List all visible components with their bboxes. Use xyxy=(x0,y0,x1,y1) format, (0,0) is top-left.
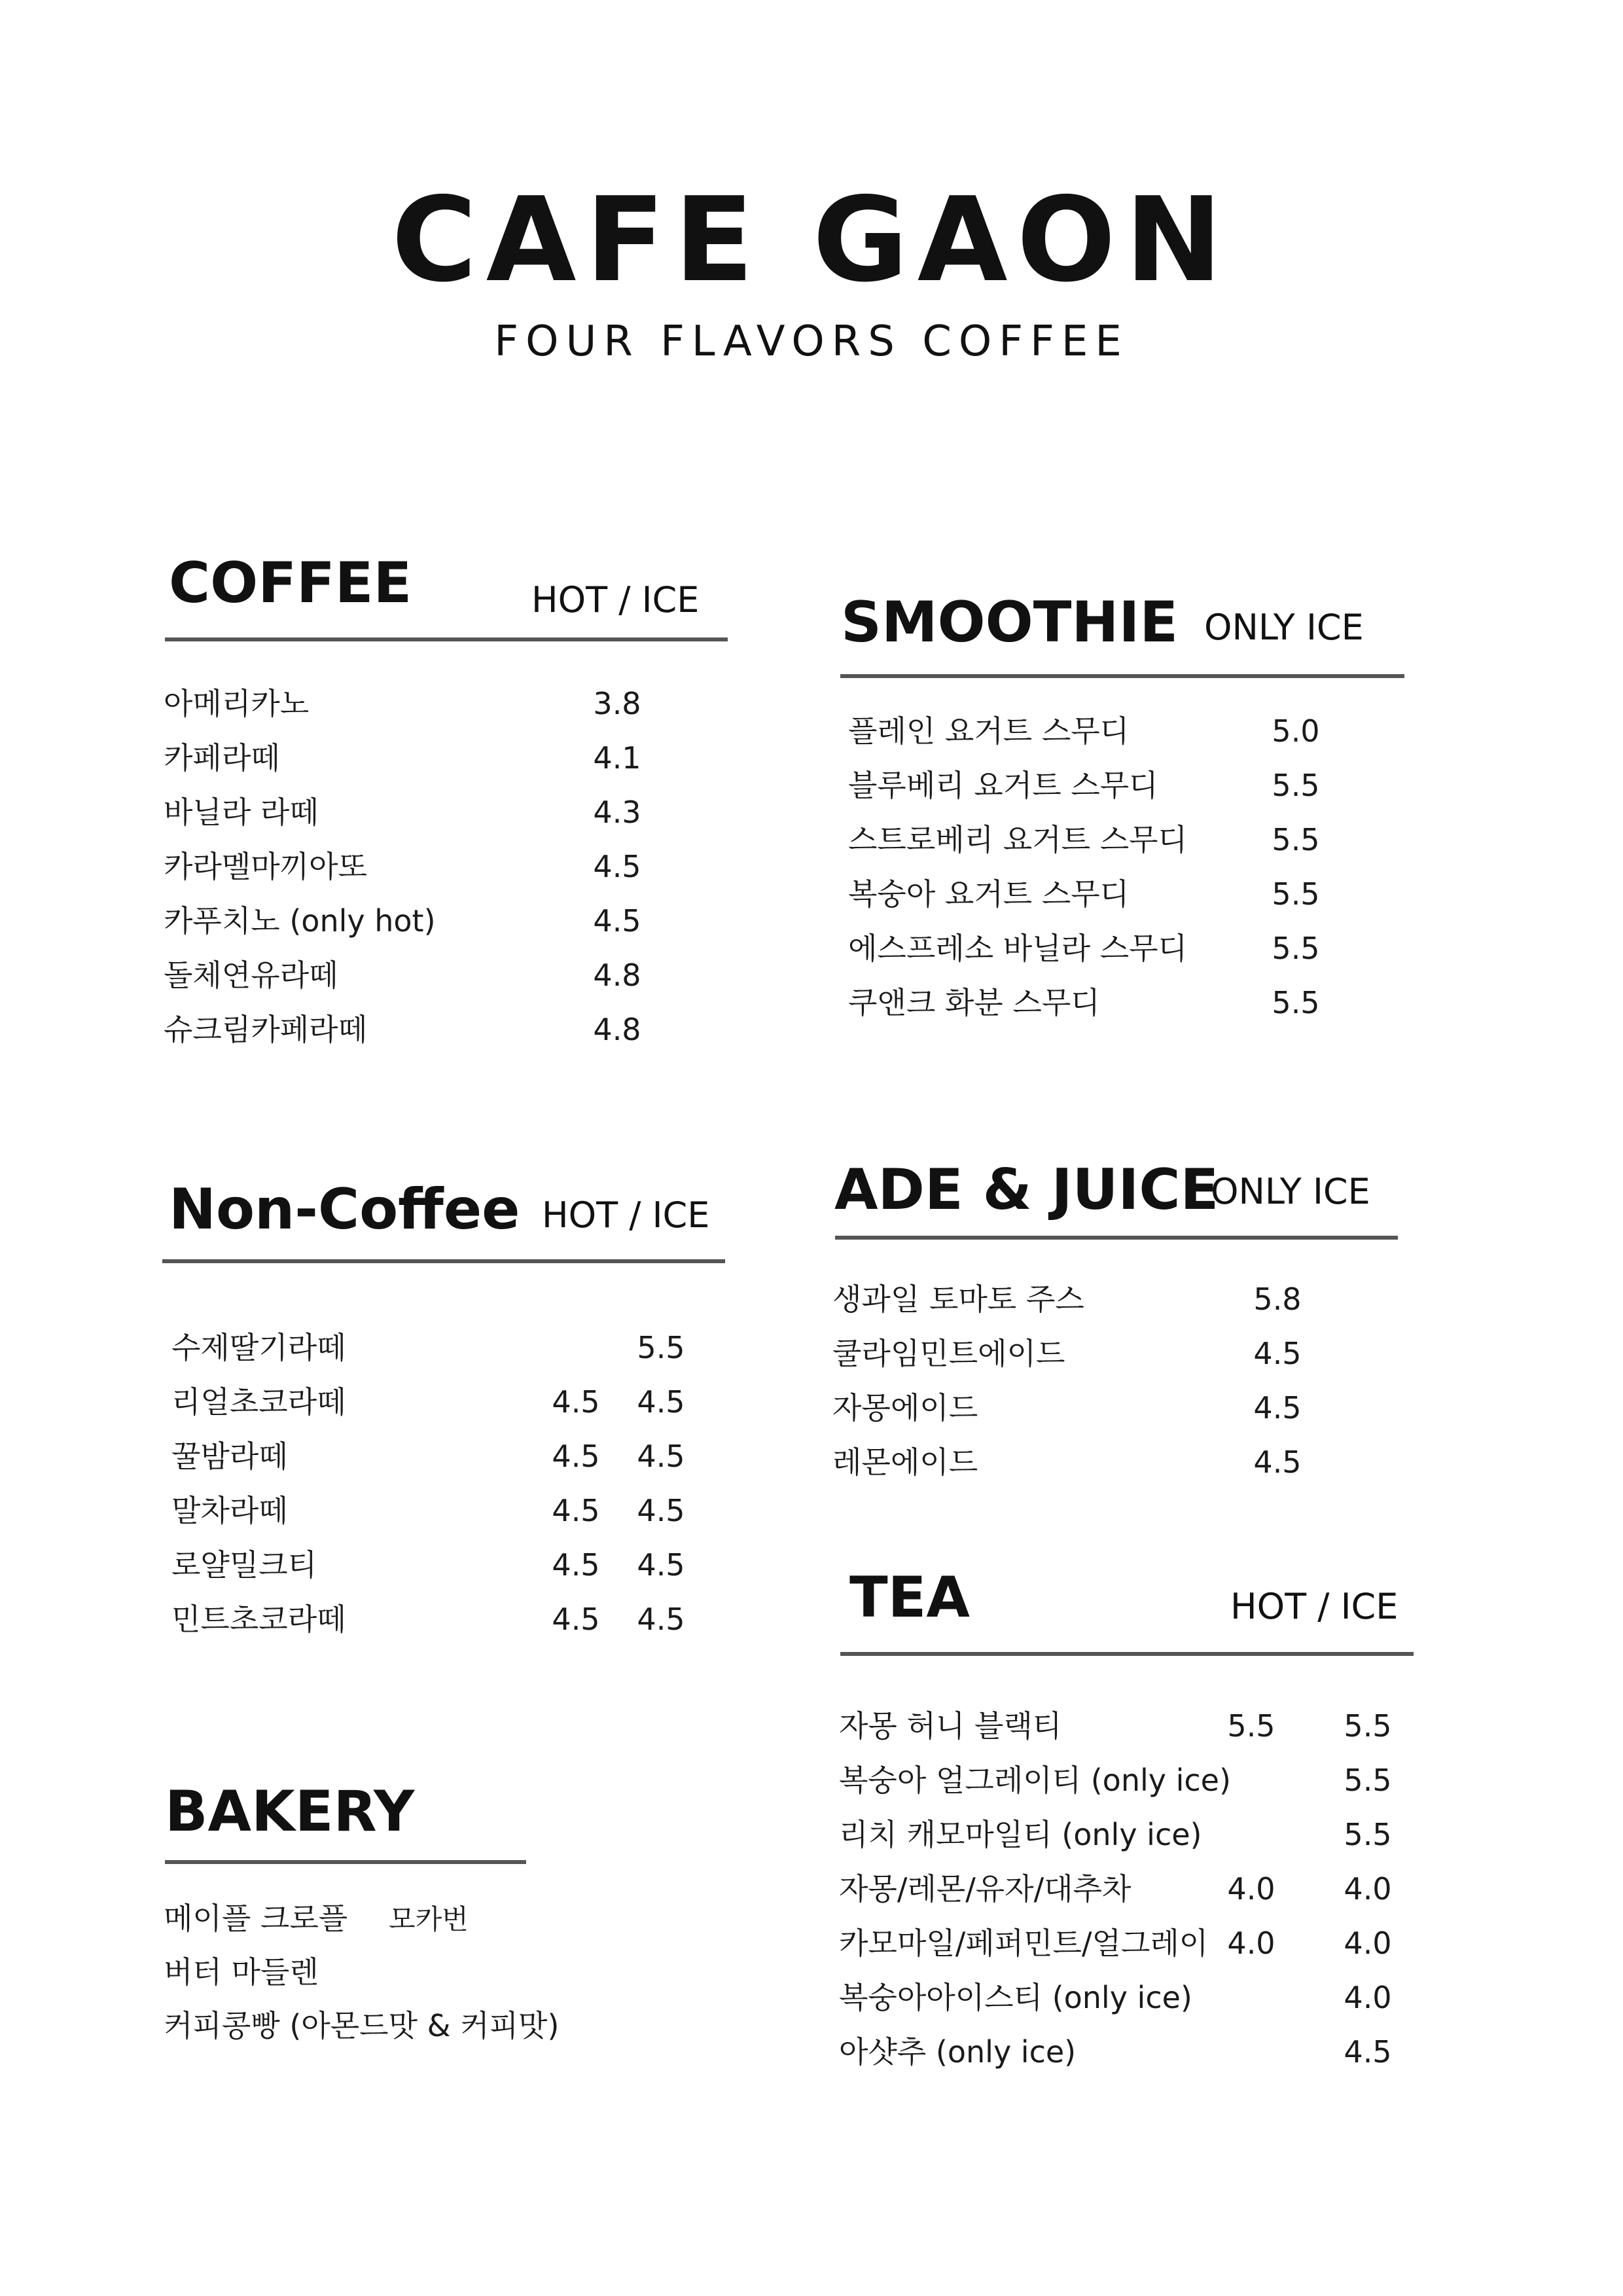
menu-item-name: 카모마일/페퍼민트/얼그레이 xyxy=(839,1926,1209,1961)
menu-item-price: 5.8 xyxy=(1253,1282,1302,1317)
cafe-title: CAFE GAON xyxy=(391,172,1232,308)
menu-item-hot-price: 4.5 xyxy=(552,1602,600,1637)
menu-item-ice-price: 4.0 xyxy=(1344,1980,1392,2015)
menu-item-name: 아메리카노 xyxy=(164,686,310,721)
ade-juice-note: ONLY ICE xyxy=(1211,1171,1370,1212)
menu-item-ice-price: 4.5 xyxy=(637,1384,685,1420)
menu-item-name: 아샷추 (only ice) xyxy=(839,2034,1077,2070)
menu-item-hot-price: 4.5 xyxy=(552,1493,600,1528)
menu-item-name: 자몽/레몬/유자/대추차 xyxy=(839,1871,1132,1907)
menu-item-ice-price: 4.5 xyxy=(637,1493,685,1528)
menu-item-ice-price: 5.5 xyxy=(1344,1817,1392,1852)
menu-item-price: 5.5 xyxy=(1272,768,1320,803)
menu-item-hot-price: 4.0 xyxy=(1227,1926,1275,1961)
menu-item-name: 레몬에이드 xyxy=(832,1444,978,1480)
menu-item-name: 말차라떼 xyxy=(171,1493,288,1528)
menu-item-name: 플레인 요거트 스무디 xyxy=(848,713,1130,749)
cafe-subtitle: FOUR FLAVORS COFFEE xyxy=(494,317,1129,366)
menu-item-ice-price: 4.0 xyxy=(1344,1871,1392,1907)
menu-item-name: 메이플 크로플 xyxy=(164,1901,348,1936)
menu-item-name: 버터 마들렌 xyxy=(164,1954,319,1990)
menu-item-price: 3.8 xyxy=(593,686,641,721)
menu-item-price: 4.8 xyxy=(593,1012,641,1047)
menu-item-price: 5.5 xyxy=(1272,822,1320,857)
menu-item-name: 블루베리 요거트 스무디 xyxy=(848,768,1158,803)
menu-item-name: 리치 캐모마일티 (only ice) xyxy=(839,1817,1202,1852)
menu-item-name: 로얄밀크티 xyxy=(171,1547,317,1583)
menu-item-name: 바닐라 라떼 xyxy=(164,795,319,830)
menu-item-name: 쿨라임민트에이드 xyxy=(832,1336,1065,1371)
menu-item-name: 복숭아아이스티 (only ice) xyxy=(839,1980,1192,2015)
menu-item-price: 4.3 xyxy=(593,795,641,830)
ade-juice-title: ADE & JUICE xyxy=(834,1157,1219,1223)
menu-item-price: 4.8 xyxy=(593,958,641,993)
coffee-divider xyxy=(165,637,728,641)
smoothie-note: ONLY ICE xyxy=(1204,607,1364,648)
coffee-title: COFFEE xyxy=(169,550,412,616)
menu-item-name: 스트로베리 요거트 스무디 xyxy=(848,822,1188,857)
coffee-note: HOT / ICE xyxy=(531,579,700,620)
menu-item-ice-price: 4.5 xyxy=(637,1547,685,1583)
menu-item-name: 쿠앤크 화분 스무디 xyxy=(848,985,1100,1020)
menu-item-ice-price: 5.5 xyxy=(1344,1763,1392,1798)
menu-item-name: 꿀밤라떼 xyxy=(171,1439,288,1474)
menu-item-ice-price: 5.5 xyxy=(1344,1708,1392,1744)
menu-item-price: 4.5 xyxy=(593,849,641,884)
menu-item-price: 4.5 xyxy=(1253,1444,1302,1480)
menu-item-ice-price: 4.0 xyxy=(1344,1926,1392,1961)
non-coffee-divider xyxy=(162,1259,725,1263)
bakery-title: BAKERY xyxy=(165,1779,415,1844)
menu-item-hot-price: 4.5 xyxy=(552,1439,600,1474)
ade-juice-divider xyxy=(835,1236,1398,1240)
menu-item-price: 5.5 xyxy=(1272,876,1320,912)
non-coffee-title: Non-Coffee xyxy=(169,1177,520,1242)
menu-item-hot-price: 4.5 xyxy=(552,1547,600,1583)
tea-title: TEA xyxy=(849,1565,970,1630)
tea-note: HOT / ICE xyxy=(1230,1586,1399,1627)
smoothie-title: SMOOTHIE xyxy=(841,590,1179,655)
menu-item-name: 복숭아 얼그레이티 (only ice) xyxy=(839,1763,1231,1798)
menu-item-price: 4.5 xyxy=(1253,1390,1302,1426)
menu-item-name: 자몽에이드 xyxy=(832,1390,978,1426)
menu-item-price: 5.5 xyxy=(1272,931,1320,966)
menu-item-price: 5.0 xyxy=(1272,713,1320,749)
menu-item-ice-price: 4.5 xyxy=(1344,2034,1392,2070)
tea-divider xyxy=(840,1652,1414,1656)
bakery-divider xyxy=(165,1860,526,1864)
menu-item-ice-price: 5.5 xyxy=(637,1330,685,1365)
menu-item-hot-price: 4.5 xyxy=(552,1384,600,1420)
menu-item-name: 카푸치노 (only hot) xyxy=(164,903,436,939)
menu-item-name: 리얼초코라떼 xyxy=(171,1384,346,1420)
menu-item-hot-price: 5.5 xyxy=(1227,1708,1275,1744)
menu-item-name: 민트초코라떼 xyxy=(171,1602,346,1637)
menu-item-name: 카라멜마끼아또 xyxy=(164,849,368,884)
menu-item-name: 슈크림카페라떼 xyxy=(164,1012,368,1047)
menu-item-ice-price: 4.5 xyxy=(637,1439,685,1474)
non-coffee-note: HOT / ICE xyxy=(542,1194,710,1236)
menu-item-name: 복숭아 요거트 스무디 xyxy=(848,876,1130,912)
menu-item-name: 수제딸기라떼 xyxy=(171,1330,346,1365)
smoothie-divider xyxy=(840,674,1404,678)
menu-item-hot-price: 4.0 xyxy=(1227,1871,1275,1907)
menu-item-ice-price: 4.5 xyxy=(637,1602,685,1637)
menu-item-name: 돌체연유라떼 xyxy=(164,958,338,993)
menu-item-name: 자몽 허니 블랙티 xyxy=(839,1708,1062,1744)
menu-item-name: 커피콩빵 (아몬드맛 & 커피맛) xyxy=(164,2008,560,2043)
menu-item-price: 4.5 xyxy=(1253,1336,1302,1371)
menu-item-price: 4.5 xyxy=(593,903,641,939)
menu-item-name: 모카번 xyxy=(389,1903,469,1935)
menu-item-name: 생과일 토마토 주스 xyxy=(832,1282,1084,1317)
menu-item-name: 카페라떼 xyxy=(164,740,280,776)
menu-item-price: 5.5 xyxy=(1272,985,1320,1020)
menu-item-name: 에스프레소 바닐라 스무디 xyxy=(848,931,1188,966)
menu-item-price: 4.1 xyxy=(593,740,641,776)
